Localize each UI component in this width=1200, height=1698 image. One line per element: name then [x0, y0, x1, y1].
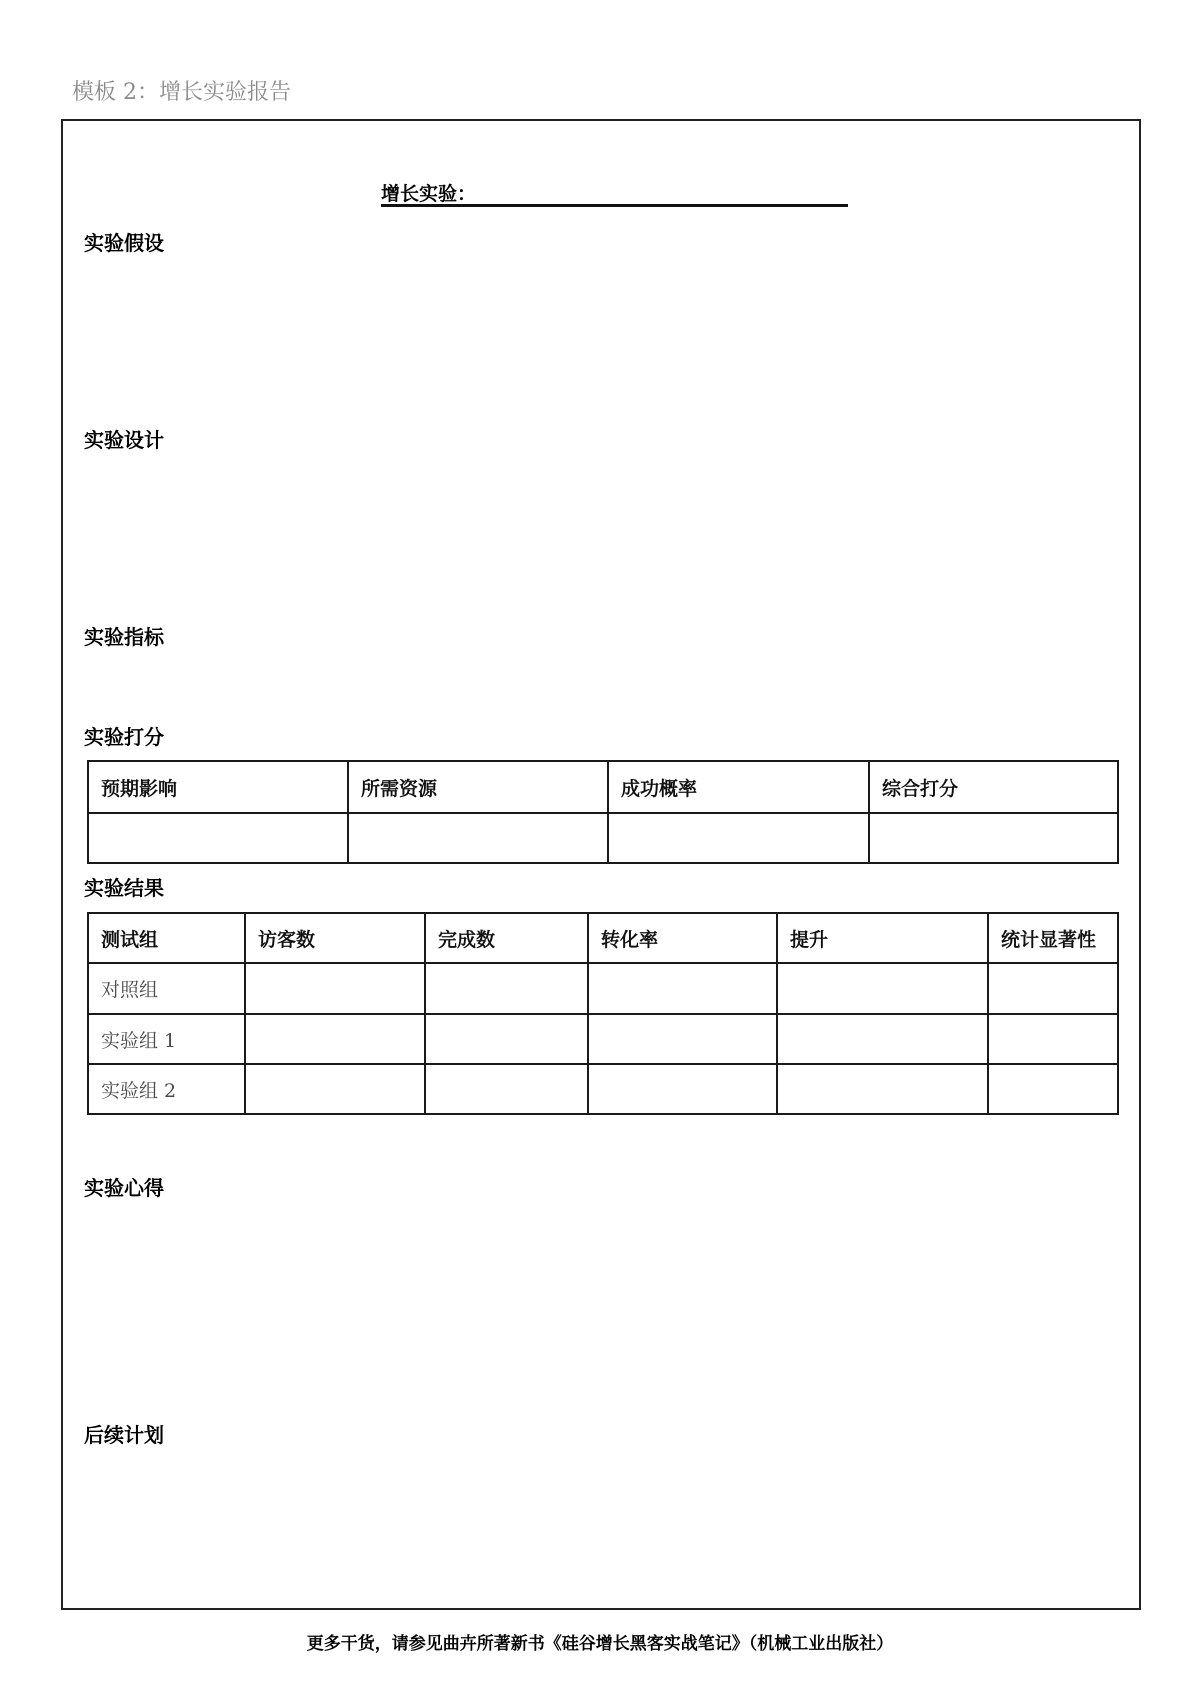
cell-visitors[interactable] [245, 963, 425, 1014]
section-hypothesis: 实验假设 [84, 231, 164, 255]
header-conversion-rate: 转化率 [588, 913, 777, 963]
row-label-variant-2: 实验组 2 [88, 1064, 245, 1114]
header-required-resources: 所需资源 [348, 761, 608, 813]
report-frame [61, 119, 1141, 1610]
cell-completions[interactable] [425, 1064, 588, 1114]
cell-lift[interactable] [777, 963, 988, 1014]
section-learnings: 实验心得 [84, 1176, 164, 1200]
scoring-table [87, 760, 1119, 864]
section-next-steps: 后续计划 [84, 1423, 164, 1447]
header-overall-score: 综合打分 [869, 761, 1118, 813]
header-completions: 完成数 [425, 913, 588, 963]
cell-conversion-rate[interactable] [588, 1064, 777, 1114]
section-metrics: 实验指标 [84, 625, 164, 649]
cell-success-probability[interactable] [608, 813, 869, 863]
cell-completions[interactable] [425, 963, 588, 1014]
cell-expected-impact[interactable] [88, 813, 348, 863]
cell-conversion-rate[interactable] [588, 1014, 777, 1064]
section-scoring: 实验打分 [84, 725, 164, 749]
table-row [88, 1064, 1118, 1114]
footer-note: 更多干货，请参见曲卉所著新书《硅谷增长黑客实战笔记》（机械工业出版社） [306, 1634, 894, 1654]
cell-significance[interactable] [988, 1014, 1118, 1064]
scoring-input-row [88, 813, 1118, 863]
row-label-control: 对照组 [88, 963, 245, 1014]
cell-required-resources[interactable] [348, 813, 608, 863]
header-significance: 统计显著性 [988, 913, 1118, 963]
header-expected-impact: 预期影响 [88, 761, 348, 813]
template-label: 模板 2：增长实验报告 [72, 80, 291, 105]
cell-overall-score[interactable] [869, 813, 1118, 863]
results-header-row [88, 913, 1118, 963]
header-lift: 提升 [777, 913, 988, 963]
cell-visitors[interactable] [245, 1064, 425, 1114]
header-test-group: 测试组 [88, 913, 245, 963]
section-results: 实验结果 [84, 876, 164, 900]
row-label-variant-1: 实验组 1 [88, 1014, 245, 1064]
cell-significance[interactable] [988, 963, 1118, 1014]
header-success-probability: 成功概率 [608, 761, 869, 813]
section-design: 实验设计 [84, 428, 164, 452]
cell-visitors[interactable] [245, 1014, 425, 1064]
cell-conversion-rate[interactable] [588, 963, 777, 1014]
experiment-title-label: 增长实验： [381, 183, 477, 205]
cell-significance[interactable] [988, 1064, 1118, 1114]
table-row [88, 963, 1118, 1014]
header-visitors: 访客数 [245, 913, 425, 963]
cell-completions[interactable] [425, 1014, 588, 1064]
table-row [88, 1014, 1118, 1064]
scoring-header-row [88, 761, 1118, 813]
experiment-title-field[interactable] [381, 184, 848, 207]
cell-lift[interactable] [777, 1064, 988, 1114]
results-table [87, 912, 1119, 1115]
cell-lift[interactable] [777, 1014, 988, 1064]
